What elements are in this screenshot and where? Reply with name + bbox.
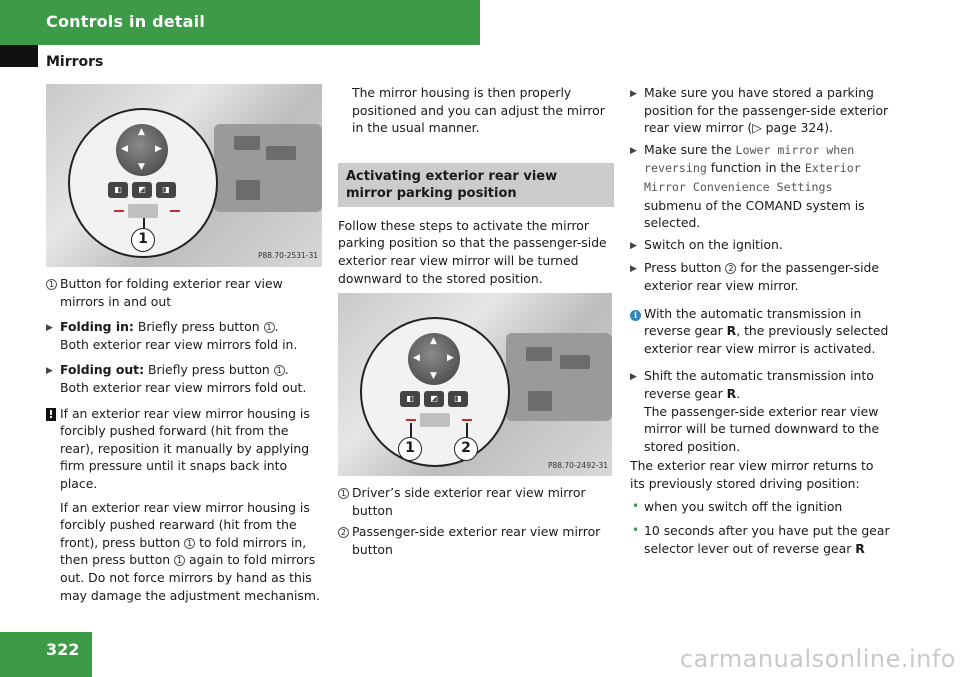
step-folding-in (46, 318, 322, 353)
arrow-down-icon: ▼ (430, 371, 437, 382)
number-icon: 2 (725, 263, 736, 274)
arrow-up-icon: ▲ (430, 336, 437, 347)
bullet-dot-icon: • (632, 499, 640, 514)
section-title: Mirrors (46, 54, 104, 70)
step-text: Make sure the (644, 141, 736, 157)
step-item (630, 84, 892, 137)
bullet-text: when you switch off the ignition (644, 499, 843, 515)
image-reference: P88.70-2531-31 (257, 251, 318, 261)
image-reference: P88.70-2492-31 (547, 460, 608, 470)
arrow-right-icon: ▶ (447, 353, 454, 364)
legend-text: Passenger-side exterior rear view mirror button (352, 524, 601, 557)
step-label: Folding in: (60, 319, 134, 335)
warning-text: If an exterior rear view mirror housing is forcibly pushed rearward (hit from the front), press button (60, 499, 310, 550)
step-label: Folding out: (60, 362, 145, 378)
number-icon: 1 (46, 279, 57, 290)
step-text: Switch on the ignition. (644, 236, 783, 252)
mirror-fold-icon: ◩ (132, 182, 152, 198)
legend-item (338, 523, 614, 558)
number-icon: 2 (338, 527, 349, 538)
mirror-adjust-pad (408, 333, 460, 385)
number-icon: 1 (274, 365, 285, 376)
legend-text: Driver’s side exterior rear view mirror button (352, 485, 586, 518)
red-mark (462, 419, 472, 421)
step-text: Press button (644, 260, 726, 276)
step-text: Make sure you have stored a parking position for the passenger-side exterior rear view mirror (▷ page 324). (644, 85, 889, 136)
column-1 (46, 84, 322, 604)
gear-letter: R (726, 323, 737, 339)
step-arrow-icon: ▶ (630, 240, 637, 251)
warning-text: If an exterior rear view mirror housing is forcibly pushed forward (hit from the rear), reposition it manually by applying firm pressure until it snaps back into place. (60, 405, 310, 491)
mirror-left-icon: ◧ (108, 182, 128, 198)
chapter-title: Controls in detail (46, 12, 205, 31)
step-text: . (274, 319, 279, 335)
step-text: . (736, 385, 741, 401)
warning-continued (46, 499, 322, 605)
detail-magnifier (68, 108, 218, 258)
step-text: submenu of the COMAND system is selected. (644, 197, 865, 231)
warning-text: to fold mirrors in, then press button (60, 534, 307, 568)
info-text: With the automatic transmission in reverse gear (644, 305, 862, 339)
bullet-item (630, 498, 892, 516)
seat-switch (560, 355, 590, 369)
warning-note (46, 405, 322, 493)
page-number: 322 (46, 640, 80, 659)
bullet-dot-icon: • (632, 523, 640, 538)
mirror-button-row (108, 182, 176, 198)
fold-button (128, 204, 158, 218)
step-text: Briefly press button (133, 319, 264, 335)
mirror-adjust-pad (116, 124, 168, 176)
seat-switch (234, 136, 260, 150)
step-arrow-icon: ▶ (46, 323, 53, 334)
step-arrow-icon: ▶ (46, 366, 53, 377)
step-arrow-icon: ▶ (630, 372, 637, 383)
arrow-left-icon: ◀ (413, 353, 420, 364)
mirror-fold-icon: ◩ (424, 391, 444, 407)
number-icon: 1 (174, 555, 185, 566)
fold-button (420, 413, 450, 427)
door-panel (506, 333, 612, 421)
callout-leader (410, 423, 412, 437)
number-icon: 1 (338, 488, 349, 499)
arrow-up-icon: ▲ (138, 127, 145, 137)
step-text: . (284, 362, 289, 378)
step-text: for the passenger-side exterior rear view mirror. (644, 260, 880, 293)
door-panel (214, 124, 322, 212)
warning-text: again to fold mirrors out. Do not force mirrors by hand as this may damage the adjustment mechanism. (60, 552, 320, 603)
red-mark (114, 210, 124, 212)
callout-2: 2 (454, 437, 478, 461)
section-tab-marker (0, 45, 38, 67)
detail-magnifier (360, 317, 510, 467)
step-result: Both exterior rear view mirrors fold out. (60, 379, 307, 395)
step-arrow-icon: ▶ (630, 264, 637, 275)
callout-1: 1 (131, 228, 155, 252)
seat-switch (266, 146, 296, 160)
window-switch (528, 391, 552, 411)
legend-text: Button for folding exterior rear view mirrors in and out (60, 276, 283, 309)
step-item (630, 141, 892, 232)
arrow-down-icon: ▼ (138, 162, 145, 172)
red-mark (170, 210, 180, 212)
menu-option-name: Lower mirror when reversing (644, 142, 855, 176)
mirror-control-photo (46, 84, 322, 267)
returns-paragraph: The exterior rear view mirror returns to its previously stored driving position: (630, 458, 874, 491)
subheading: Activating exterior rear view mirror parking position (338, 163, 614, 207)
mirror-right-icon: ◨ (448, 391, 468, 407)
callout-1: 1 (398, 437, 422, 461)
callout-leader (143, 218, 145, 228)
body-paragraph: Follow these steps to activate the mirror parking position so that the passenger-side exterior rear view mirror will be turned downward to the stored position. (338, 217, 607, 286)
gear-letter: R (726, 385, 737, 401)
step-item (630, 367, 892, 455)
step-result: Both exterior rear view mirrors fold in. (60, 336, 298, 352)
step-folding-out (46, 361, 322, 396)
mirror-control-photo-2 (338, 293, 612, 476)
mirror-right-icon: ◨ (156, 182, 176, 198)
submenu-name: Exterior Mirror Convenience Settings (644, 161, 861, 194)
info-icon: i (630, 310, 641, 321)
bullet-item (630, 522, 892, 557)
warning-icon: ! (46, 408, 56, 421)
column-3 (630, 84, 892, 557)
window-switch (236, 180, 260, 200)
step-result: The passenger-side exterior rear view mirror will be turned downward to the stored position. (644, 403, 880, 454)
legend-item (46, 275, 322, 310)
number-icon: 1 (184, 538, 195, 549)
step-text: Shift the automatic transmission into reverse gear (644, 368, 874, 401)
step-text: function in the (706, 160, 805, 176)
number-icon: 1 (264, 322, 275, 333)
column-2 (338, 84, 614, 559)
callout-leader (466, 423, 468, 437)
step-item (630, 259, 892, 294)
mirror-left-icon: ◧ (400, 391, 420, 407)
seat-switch (526, 347, 552, 361)
watermark: carmanualsonline.info (679, 645, 956, 673)
gear-letter: R (855, 540, 865, 556)
step-arrow-icon: ▶ (630, 89, 637, 99)
mirror-button-row (400, 391, 468, 407)
info-note (630, 305, 892, 358)
arrow-left-icon: ◀ (121, 144, 128, 154)
legend-item (338, 484, 614, 519)
arrow-right-icon: ▶ (155, 144, 162, 154)
step-text: Briefly press button (144, 362, 274, 378)
step-arrow-icon: ▶ (630, 145, 637, 156)
bullet-text: 10 seconds after you have put the gear selector lever out of reverse gear (644, 523, 890, 556)
info-text: , the previously selected exterior rear view mirror is activated. (644, 323, 889, 356)
step-item (630, 236, 892, 256)
intro-paragraph: The mirror housing is then properly positioned and you can adjust the mirror in the usual manner. (352, 85, 605, 136)
red-mark (406, 419, 416, 421)
